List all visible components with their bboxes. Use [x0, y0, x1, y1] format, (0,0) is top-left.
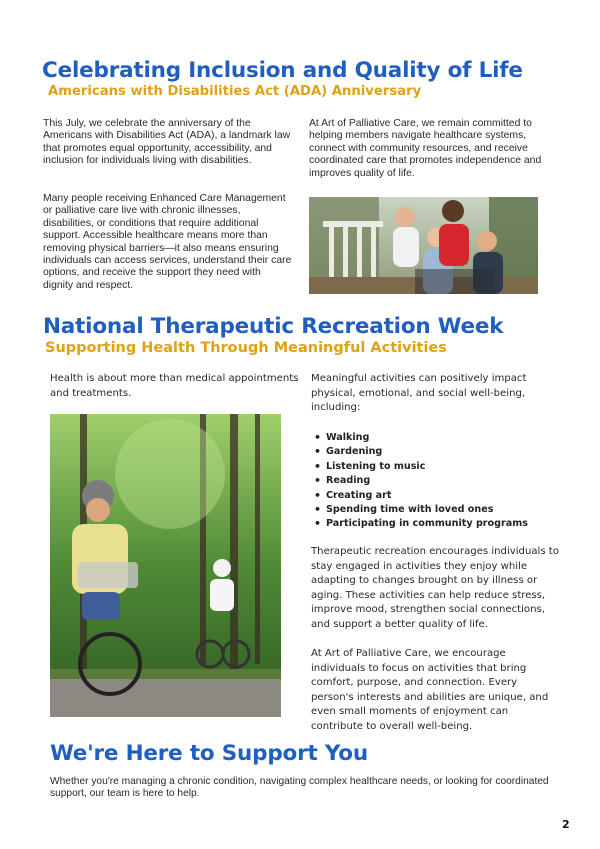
section1-right-para1: At Art of Palliative Care, we remain committed to helping members navigate healthcare systems, connect with community resources, and receive coordinated care that promotes independence and improves quality of life.: [309, 118, 542, 179]
list-item: • Walking: [311, 431, 528, 445]
section3-body: Whether you're managing a chronic condition, navigating complex healthcare needs, or looking for coordinated support, our team is here to help.: [50, 776, 549, 800]
list-item: • Gardening: [311, 445, 528, 459]
section2-right-intro: Meaningful activities can positively impact physical, emotional, and social well-being, including:: [311, 373, 527, 414]
section3-title: We're Here to Support You: [50, 741, 368, 766]
activities-list: [311, 431, 528, 532]
list-item: • Creating art: [311, 489, 528, 503]
list-item: • Participating in community programs: [311, 517, 528, 531]
list-item: • Listening to music: [311, 460, 528, 474]
section2-right-para3: At Art of Palliative Care, we encourage individuals to focus on activities that bring comfort, purpose, and connection. Every person's interests and abilities are unique, and even small moments of enjoyment can contribute to overall well-being.: [311, 648, 549, 732]
list-item: • Spending time with loved ones: [311, 503, 528, 517]
section2-left-para1: Health is about more than medical appointments and treatments.: [50, 373, 299, 399]
section1-title: Celebrating Inclusion and Quality of Life: [42, 58, 523, 83]
page-number: 2: [562, 818, 570, 831]
section2-right-para2: Therapeutic recreation encourages individuals to stay engaged in activities they enjoy while adapting to changes brought on by illness or aging. These activities can help reduce stress, improve mood, strengthen social connections, and support a better quality of life.: [311, 546, 559, 630]
children-cycling-photo: [50, 414, 281, 717]
section1-left-para2: Many people receiving Enhanced Care Management or palliative care live with chronic illnesses, disabilities, or conditions that require additional support. Accessible healthcare means more than removing physical barriers—it also means ensuring individuals can access services, understand their care options, and receive the support they need with dignity and respect.: [43, 193, 292, 291]
list-item: • Reading: [311, 474, 528, 488]
section2-title: National Therapeutic Recreation Week: [43, 314, 504, 339]
section1-subtitle: Americans with Disabilities Act (ADA) Anniversary: [48, 84, 422, 99]
section1-left-para1: This July, we celebrate the anniversary of the Americans with Disabilities Act (ADA), a landmark law that promotes equal opportunity, accessibility, and inclusion for individuals living with disabilities.: [43, 118, 291, 167]
section2-subtitle: Supporting Health Through Meaningful Activities: [45, 340, 447, 356]
group-friends-photo: [309, 197, 538, 294]
